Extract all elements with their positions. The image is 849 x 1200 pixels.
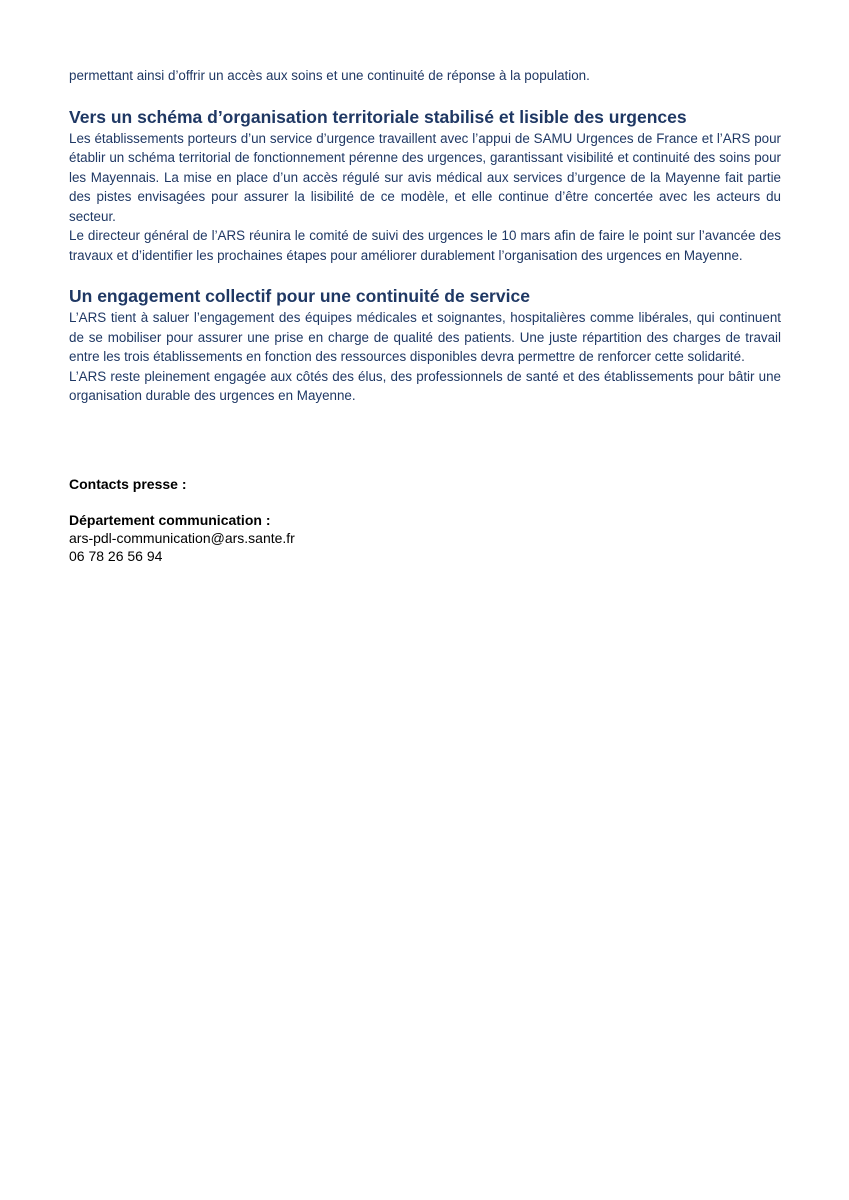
- section-engagement-paragraph-1: L’ARS tient à saluer l’engagement des équipes médicales et soignantes, hospitalières comme libérales, qui continuent de se mobiliser pour assurer une prise en charge de qualité des patients. Une juste répartition des charges de travail entre les trois établissements en fonction des ressources disponibles devra permettre de renforcer cette solidarité.: [69, 310, 781, 364]
- contacts-email[interactable]: ars-pdl-communication@ars.sante.fr: [69, 530, 295, 546]
- section-spacer: [69, 265, 781, 284]
- section-schema-paragraph-2: Le directeur général de l’ARS réunira le comité de suivi des urgences le 10 mars afin de faire le point sur l’avancée des travaux et d’identifier les prochaines étapes pour améliorer durablement l’organisation des urgences en Mayenne.: [69, 228, 781, 263]
- document-body: [69, 66, 781, 406]
- section-spacer: [69, 86, 781, 105]
- contacts-heading: Contacts presse :: [69, 476, 187, 492]
- section-schema-paragraph-1: Les établissements porteurs d’un service d’urgence travaillent avec l’appui de SAMU Urgences de France et l’ARS pour établir un schéma territorial de fonctionnement pérenne des urgences, garantissant visibilité et continuité des soins pour les Mayennais. La mise en place d’un accès régulé sur avis médical aux services d’urgence de la Mayenne fait partie des pistes envisagées pour assurer la lisibilité de ce modèle, et elle continue d’être concertée avec les acteurs du secteur.: [69, 130, 781, 224]
- section-title-schema: Vers un schéma d’organisation territoriale stabilisé et lisible des urgences: [69, 106, 687, 127]
- contacts-spacer: [69, 493, 669, 511]
- contacts-department: Département communication :: [69, 512, 271, 528]
- press-contacts: [69, 475, 669, 565]
- section-engagement-paragraph-2: L’ARS reste pleinement engagée aux côtés des élus, des professionnels de santé et des établissements pour bâtir une organisation durable des urgences en Mayenne.: [69, 368, 781, 403]
- intro-continuation: permettant ainsi d’offrir un accès aux soins et une continuité de réponse à la population.: [69, 68, 590, 83]
- contacts-phone: 06 78 26 56 94: [69, 548, 163, 564]
- section-title-engagement: Un engagement collectif pour une continuité de service: [69, 286, 530, 306]
